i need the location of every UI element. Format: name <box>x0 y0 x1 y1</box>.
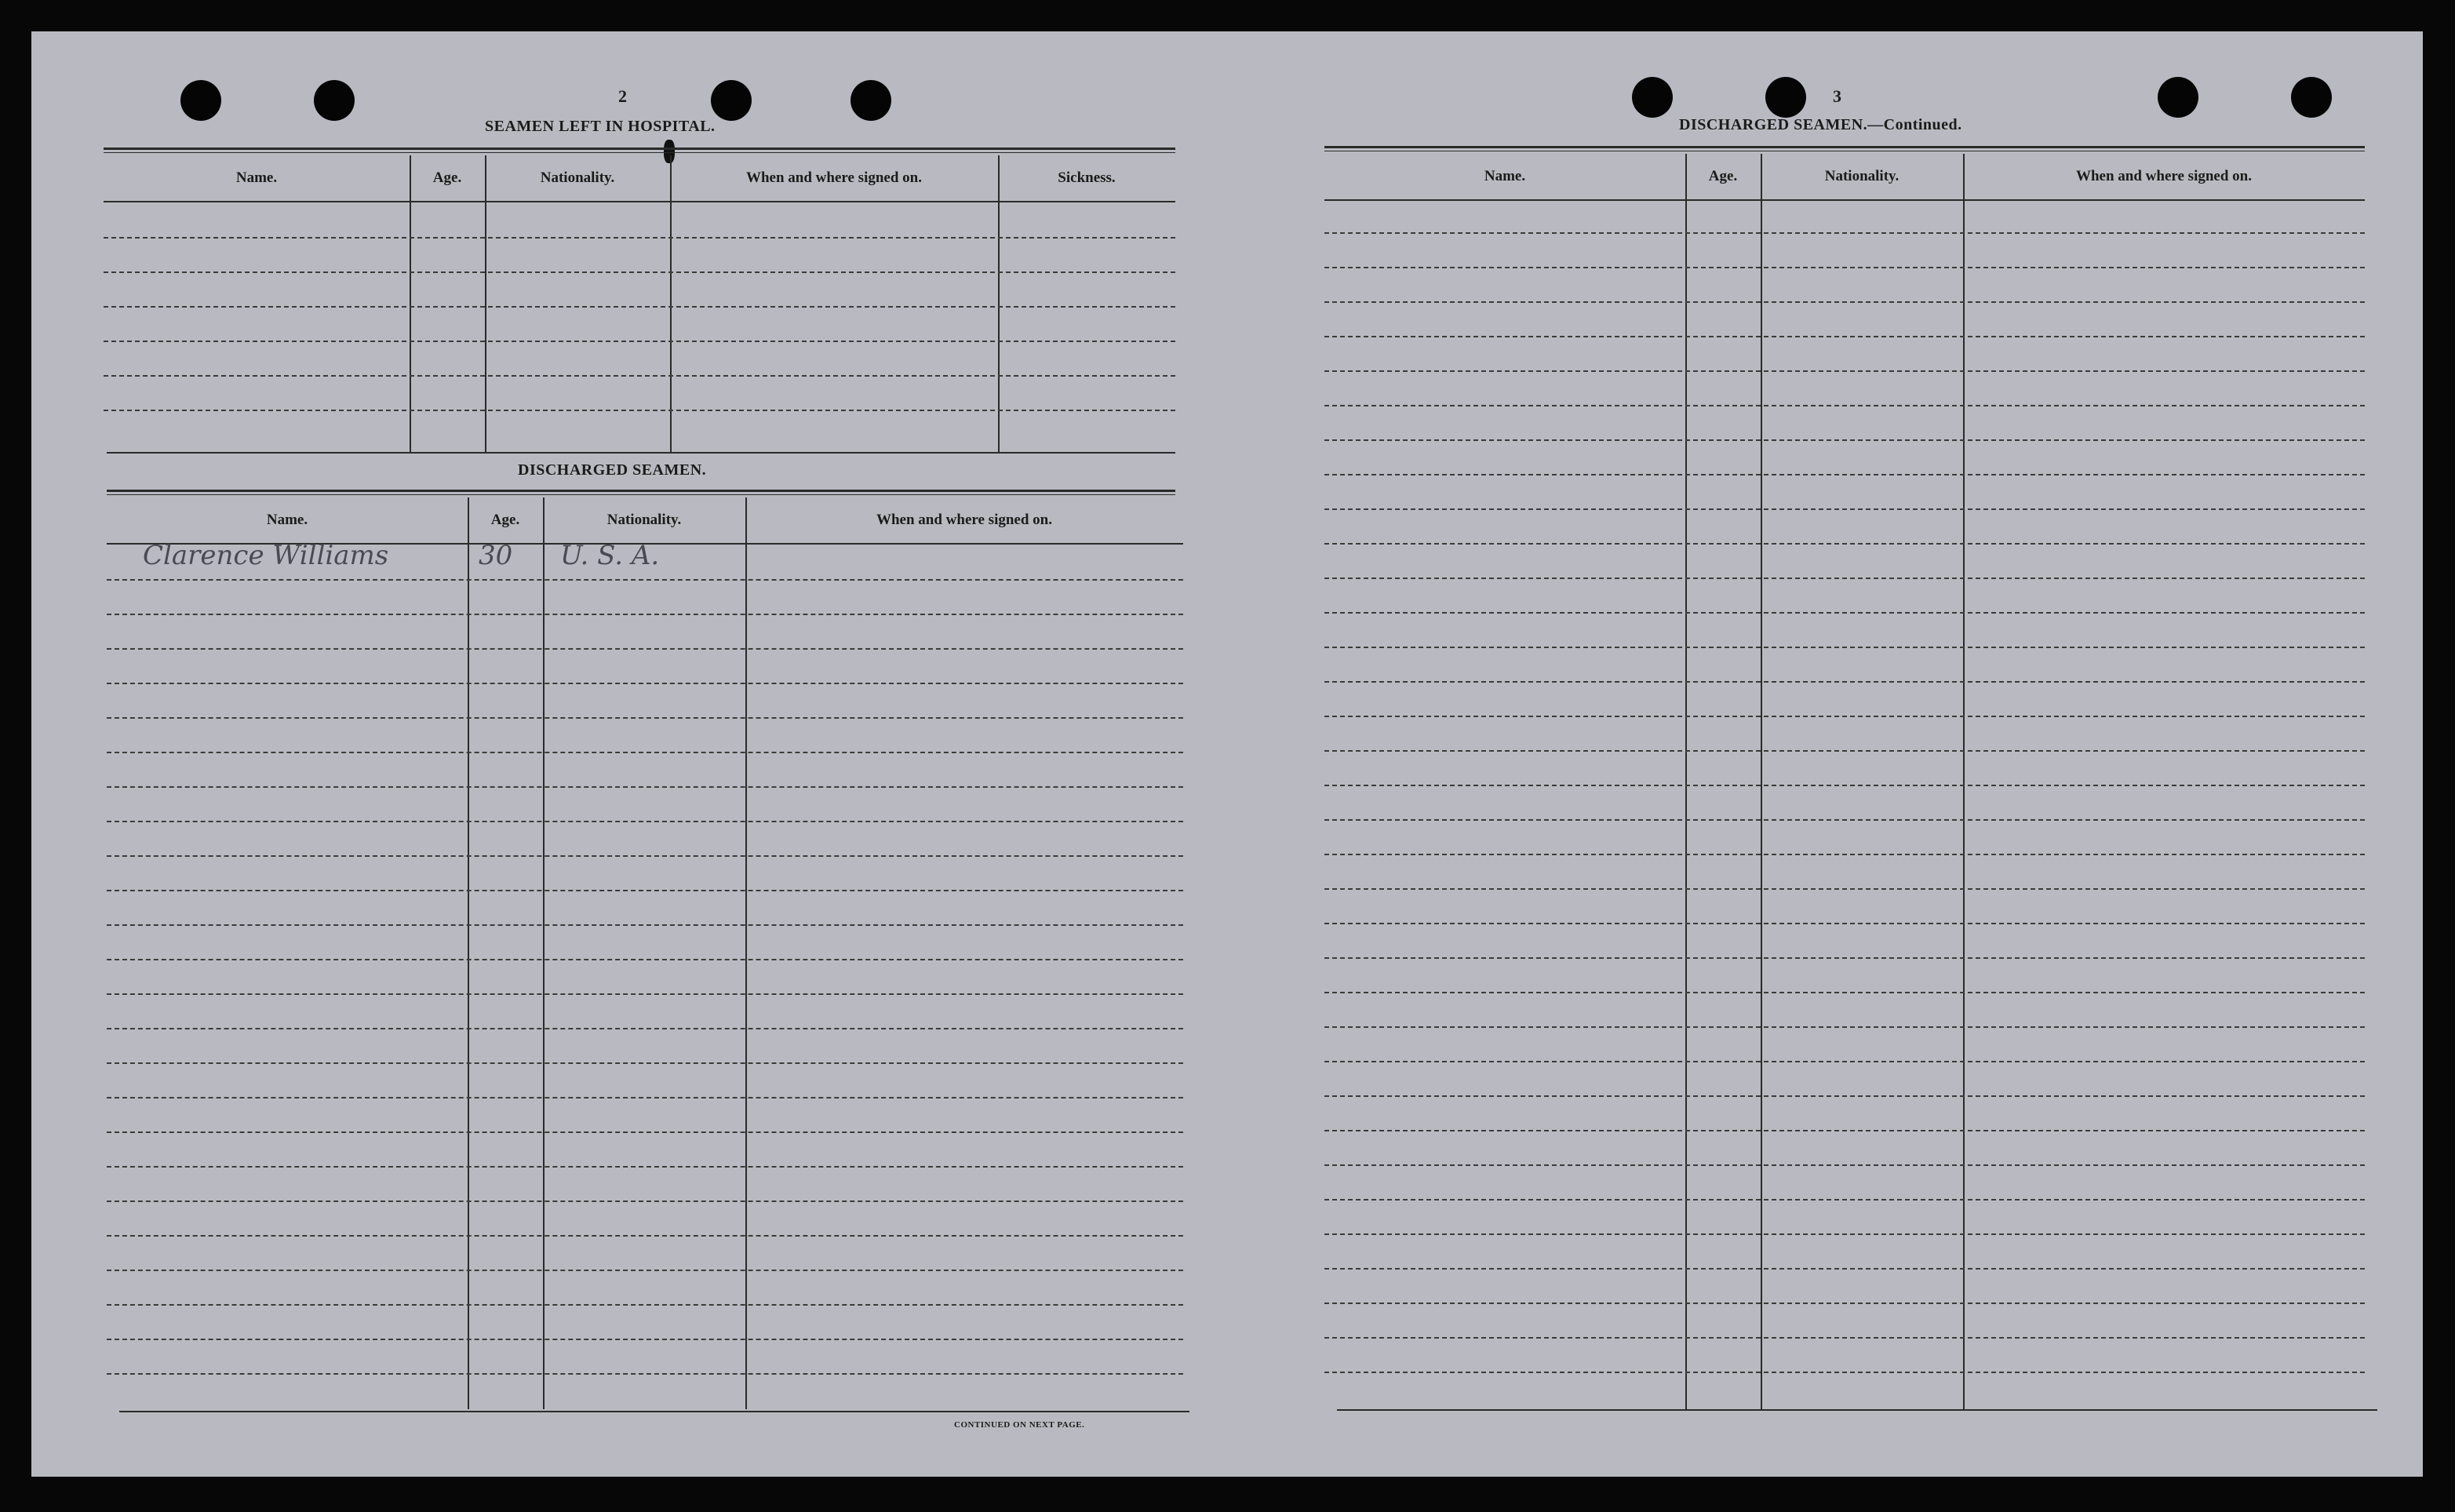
hospital-section-title: SEAMEN LEFT IN HOSPITAL. <box>485 118 716 135</box>
entry-line <box>1324 1303 2365 1304</box>
punch-hole <box>314 80 355 121</box>
punch-hole <box>711 80 752 121</box>
left-page <box>31 31 1240 1477</box>
col-header-age: Age. <box>432 169 462 186</box>
col-header-nationality: Nationality. <box>606 512 682 528</box>
entry-line <box>107 1166 1183 1168</box>
page-number: 3 <box>1833 86 1841 106</box>
entry-line <box>107 855 1183 857</box>
punch-hole <box>851 80 891 121</box>
col-header-signed-on: When and where signed on. <box>2075 168 2252 184</box>
column-divider <box>1761 154 1762 1409</box>
entry-line <box>1324 923 2365 924</box>
entry-line <box>107 1270 1183 1271</box>
punch-hole <box>2158 77 2198 118</box>
punch-hole <box>180 80 221 121</box>
entry-line <box>1324 1337 2365 1339</box>
discharged-top-rule <box>107 490 1175 495</box>
column-divider <box>1963 154 1965 1409</box>
top-rule <box>104 148 1175 153</box>
entry-line <box>1324 785 2365 786</box>
col-header-age: Age. <box>490 512 520 528</box>
header-rule <box>1324 199 2365 201</box>
entry-line <box>104 341 1175 342</box>
column-divider <box>468 497 469 1409</box>
entry-line <box>107 614 1183 615</box>
entry-line <box>107 648 1183 650</box>
entry-line <box>1324 647 2365 648</box>
punch-hole <box>1765 77 1806 118</box>
entry-line <box>104 410 1175 411</box>
punch-hole <box>1632 77 1673 118</box>
entry-line <box>1324 957 2365 959</box>
entry-line <box>1324 543 2365 545</box>
hospital-table-bottom-rule <box>107 452 1175 454</box>
top-rule <box>1324 146 2365 151</box>
right-page <box>1240 31 2423 1477</box>
entry-line <box>1324 336 2365 337</box>
col-header-name: Name. <box>1484 168 1526 184</box>
entry-line <box>1324 681 2365 683</box>
discharged-section-title: DISCHARGED SEAMEN. <box>518 461 707 479</box>
entry-line <box>1324 888 2365 890</box>
discharged-continued-table <box>1324 154 2365 1409</box>
entry-line <box>107 1097 1183 1098</box>
discharged-table <box>107 497 1183 1409</box>
punch-hole <box>2291 77 2332 118</box>
entry-line <box>1324 474 2365 475</box>
continued-note: CONTINUED ON NEXT PAGE. <box>954 1420 1085 1430</box>
entry-line <box>104 306 1175 308</box>
form-sheet <box>31 31 2423 1477</box>
column-divider <box>745 497 747 1409</box>
column-divider <box>670 155 672 454</box>
entry-line <box>1324 1061 2365 1062</box>
entry-line <box>1324 819 2365 821</box>
entry-line <box>104 271 1175 273</box>
entry-line <box>107 1373 1183 1375</box>
entry-line <box>107 821 1183 822</box>
entry-line <box>1324 612 2365 614</box>
entry-line <box>107 1028 1183 1029</box>
entry-line <box>107 683 1183 684</box>
entry-nationality: U. S. A. <box>560 540 660 571</box>
entry-line <box>107 959 1183 960</box>
column-divider <box>998 155 1000 454</box>
column-divider <box>1685 154 1687 1409</box>
entry-line <box>1324 992 2365 993</box>
entry-line <box>107 786 1183 788</box>
entry-line <box>107 752 1183 753</box>
entry-line <box>1324 439 2365 441</box>
entry-line <box>1324 1026 2365 1028</box>
entry-line <box>1324 405 2365 406</box>
col-header-signed-on: When and where signed on. <box>876 512 1052 528</box>
entry-line <box>1324 232 2365 234</box>
entry-line <box>107 717 1183 719</box>
entry-line <box>1324 508 2365 510</box>
entry-line <box>107 1131 1183 1133</box>
col-header-age: Age. <box>1708 168 1738 184</box>
entry-line <box>1324 1164 2365 1166</box>
entry-line <box>107 1339 1183 1340</box>
entry-line <box>1324 854 2365 855</box>
entry-name: Clarence Williams <box>143 540 389 571</box>
entry-line <box>107 993 1183 995</box>
entry-line <box>1324 1372 2365 1373</box>
entry-line <box>1324 301 2365 303</box>
entry-line <box>1324 750 2365 752</box>
entry-line <box>1324 370 2365 372</box>
bottom-rule <box>1337 1409 2377 1411</box>
discharged-continued-title: DISCHARGED SEAMEN.—Continued. <box>1679 116 1962 133</box>
entry-line <box>107 1062 1183 1064</box>
col-header-signed-on: When and where signed on. <box>745 169 922 186</box>
column-divider <box>485 155 486 454</box>
header-rule <box>104 201 1175 202</box>
column-divider <box>410 155 411 454</box>
col-header-nationality: Nationality. <box>540 169 615 186</box>
entry-line <box>104 237 1175 239</box>
bottom-rule <box>119 1411 1189 1412</box>
col-header-sickness: Sickness. <box>1058 169 1116 186</box>
entry-line <box>1324 1130 2365 1131</box>
col-header-nationality: Nationality. <box>1824 168 1900 184</box>
entry-line <box>1324 577 2365 579</box>
entry-line <box>107 924 1183 926</box>
entry-line <box>1324 1199 2365 1200</box>
entry-line <box>107 890 1183 891</box>
entry-line <box>104 375 1175 377</box>
entry-line <box>1324 267 2365 268</box>
entry-line <box>1324 1233 2365 1235</box>
entry-age: 30 <box>479 540 513 571</box>
entry-line <box>107 1235 1183 1237</box>
column-divider <box>543 497 545 1409</box>
page-number: 2 <box>618 86 627 106</box>
entry-line <box>1324 1095 2365 1097</box>
col-header-name: Name. <box>266 512 308 528</box>
entry-line <box>1324 716 2365 717</box>
hospital-table <box>104 155 1175 454</box>
col-header-name: Name. <box>235 169 278 186</box>
entry-line <box>107 1200 1183 1202</box>
entry-line <box>107 579 1183 581</box>
entry-line <box>107 1304 1183 1306</box>
entry-line <box>1324 1268 2365 1270</box>
